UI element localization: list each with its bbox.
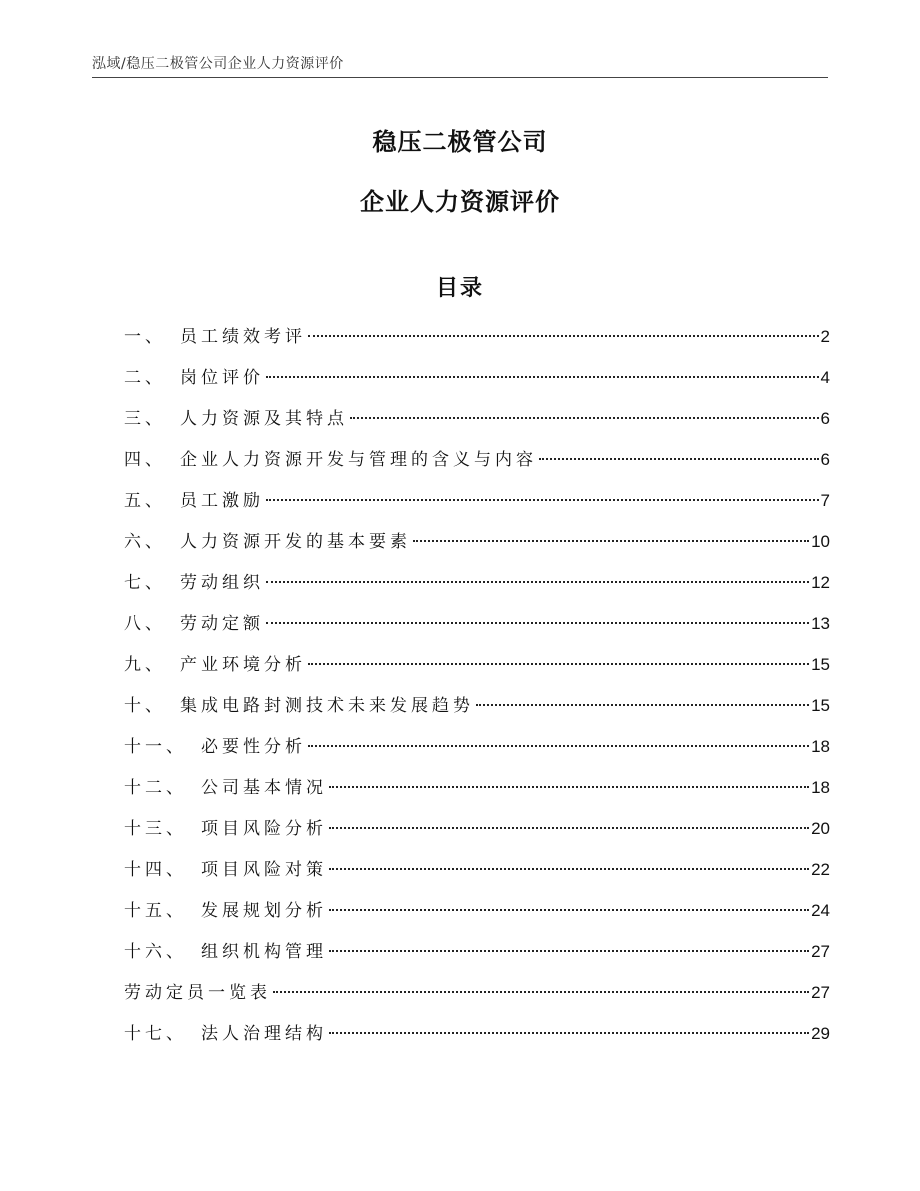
toc-entry-number: 八、 bbox=[124, 614, 166, 634]
toc-entry[interactable] bbox=[124, 446, 830, 487]
toc-dot-leader bbox=[308, 745, 809, 747]
toc-entry-number: 四、 bbox=[124, 450, 166, 470]
toc-entry-title: 组织机构管理 bbox=[201, 942, 327, 962]
toc-entry-page: 29 bbox=[811, 1024, 830, 1043]
toc-entry-number: 十六、 bbox=[124, 942, 187, 962]
toc-entry-page: 15 bbox=[811, 655, 830, 674]
toc-entry[interactable] bbox=[124, 364, 830, 405]
toc-dot-leader bbox=[413, 540, 809, 542]
toc-entry-page: 24 bbox=[811, 901, 830, 920]
running-header: 泓域/稳压二极管公司企业人力资源评价 bbox=[92, 56, 344, 72]
toc-entry[interactable] bbox=[124, 487, 830, 528]
toc-entry-title: 必要性分析 bbox=[201, 737, 306, 757]
toc-entry-title: 产业环境分析 bbox=[180, 655, 306, 675]
toc-entry[interactable] bbox=[124, 323, 830, 364]
toc-entry[interactable] bbox=[124, 897, 830, 938]
toc-dot-leader bbox=[308, 663, 809, 665]
toc-dot-leader bbox=[266, 581, 809, 583]
document-subtitle: 企业人力资源评价 bbox=[360, 188, 560, 216]
toc-entry[interactable] bbox=[124, 1020, 830, 1061]
toc-entry-number: 十二、 bbox=[124, 778, 187, 798]
toc-entry-page: 7 bbox=[820, 491, 830, 510]
toc-entry-title: 劳动定额 bbox=[180, 614, 264, 634]
toc-entry-title: 员工激励 bbox=[180, 491, 264, 511]
toc-entry-page: 6 bbox=[820, 450, 830, 469]
document-title: 稳压二极管公司 bbox=[372, 128, 548, 156]
toc-dot-leader bbox=[329, 950, 809, 952]
toc-entry-number: 三、 bbox=[124, 409, 166, 429]
toc-entry-number: 二、 bbox=[124, 368, 166, 388]
toc-entry-title: 公司基本情况 bbox=[201, 778, 327, 798]
toc-dot-leader bbox=[539, 458, 819, 460]
toc-entry-page: 13 bbox=[811, 614, 830, 633]
toc-entry-number: 九、 bbox=[124, 655, 166, 675]
toc-entry-number: 十七、 bbox=[124, 1024, 187, 1044]
toc-entry-page: 18 bbox=[811, 737, 830, 756]
toc-entry-page: 2 bbox=[820, 327, 830, 346]
toc-dot-leader bbox=[329, 786, 809, 788]
toc-entry[interactable] bbox=[124, 979, 830, 1020]
toc-entry-page: 22 bbox=[811, 860, 830, 879]
toc-entry-page: 4 bbox=[820, 368, 830, 387]
toc-entry-title: 员工绩效考评 bbox=[180, 327, 306, 347]
toc-dot-leader bbox=[329, 1032, 809, 1034]
toc-entry-page: 15 bbox=[811, 696, 830, 715]
toc-entry-title: 劳动组织 bbox=[180, 573, 264, 593]
toc-entry-page: 27 bbox=[811, 983, 830, 1002]
toc-heading: 目录 bbox=[435, 276, 484, 301]
toc-entry[interactable] bbox=[124, 405, 830, 446]
toc-entry-title: 项目风险对策 bbox=[201, 860, 327, 880]
toc-dot-leader bbox=[350, 417, 819, 419]
toc-entry-page: 10 bbox=[811, 532, 830, 551]
toc-entry[interactable] bbox=[124, 815, 830, 856]
toc-entry-number: 一、 bbox=[124, 327, 166, 347]
toc-entry-title: 劳动定员一览表 bbox=[124, 983, 271, 1003]
toc-entry-title: 项目风险分析 bbox=[201, 819, 327, 839]
toc-entry-page: 20 bbox=[811, 819, 830, 838]
table-of-contents bbox=[124, 323, 830, 1061]
toc-dot-leader bbox=[329, 868, 809, 870]
toc-dot-leader bbox=[266, 376, 819, 378]
toc-entry-page: 27 bbox=[811, 942, 830, 961]
toc-entry[interactable] bbox=[124, 733, 830, 774]
toc-entry-number: 十四、 bbox=[124, 860, 187, 880]
toc-entry-title: 企业人力资源开发与管理的含义与内容 bbox=[180, 450, 537, 470]
toc-entry-number: 七、 bbox=[124, 573, 166, 593]
toc-dot-leader bbox=[308, 335, 819, 337]
toc-entry-title: 集成电路封测技术未来发展趋势 bbox=[180, 696, 474, 716]
toc-dot-leader bbox=[273, 991, 809, 993]
toc-entry-page: 18 bbox=[811, 778, 830, 797]
toc-dot-leader bbox=[266, 622, 809, 624]
toc-dot-leader bbox=[329, 827, 809, 829]
toc-entry-number: 六、 bbox=[124, 532, 166, 552]
toc-entry-page: 6 bbox=[820, 409, 830, 428]
toc-entry-number: 十五、 bbox=[124, 901, 187, 921]
toc-entry-number: 十三、 bbox=[124, 819, 187, 839]
toc-entry[interactable] bbox=[124, 610, 830, 651]
toc-entry-title: 法人治理结构 bbox=[201, 1024, 327, 1044]
toc-entry-title: 人力资源开发的基本要素 bbox=[180, 532, 411, 552]
toc-entry[interactable] bbox=[124, 856, 830, 897]
toc-entry[interactable] bbox=[124, 938, 830, 979]
toc-entry-number: 十、 bbox=[124, 696, 166, 716]
toc-entry[interactable] bbox=[124, 651, 830, 692]
toc-entry-title: 人力资源及其特点 bbox=[180, 409, 348, 429]
toc-entry-page: 12 bbox=[811, 573, 830, 592]
toc-entry-number: 十一、 bbox=[124, 737, 187, 757]
toc-entry-title: 岗位评价 bbox=[180, 368, 264, 388]
toc-entry[interactable] bbox=[124, 774, 830, 815]
toc-dot-leader bbox=[266, 499, 819, 501]
toc-entry[interactable] bbox=[124, 692, 830, 733]
toc-dot-leader bbox=[476, 704, 809, 706]
toc-entry[interactable] bbox=[124, 528, 830, 569]
toc-entry-number: 五、 bbox=[124, 491, 166, 511]
toc-dot-leader bbox=[329, 909, 809, 911]
toc-entry-title: 发展规划分析 bbox=[201, 901, 327, 921]
toc-entry[interactable] bbox=[124, 569, 830, 610]
header-divider bbox=[92, 77, 828, 78]
